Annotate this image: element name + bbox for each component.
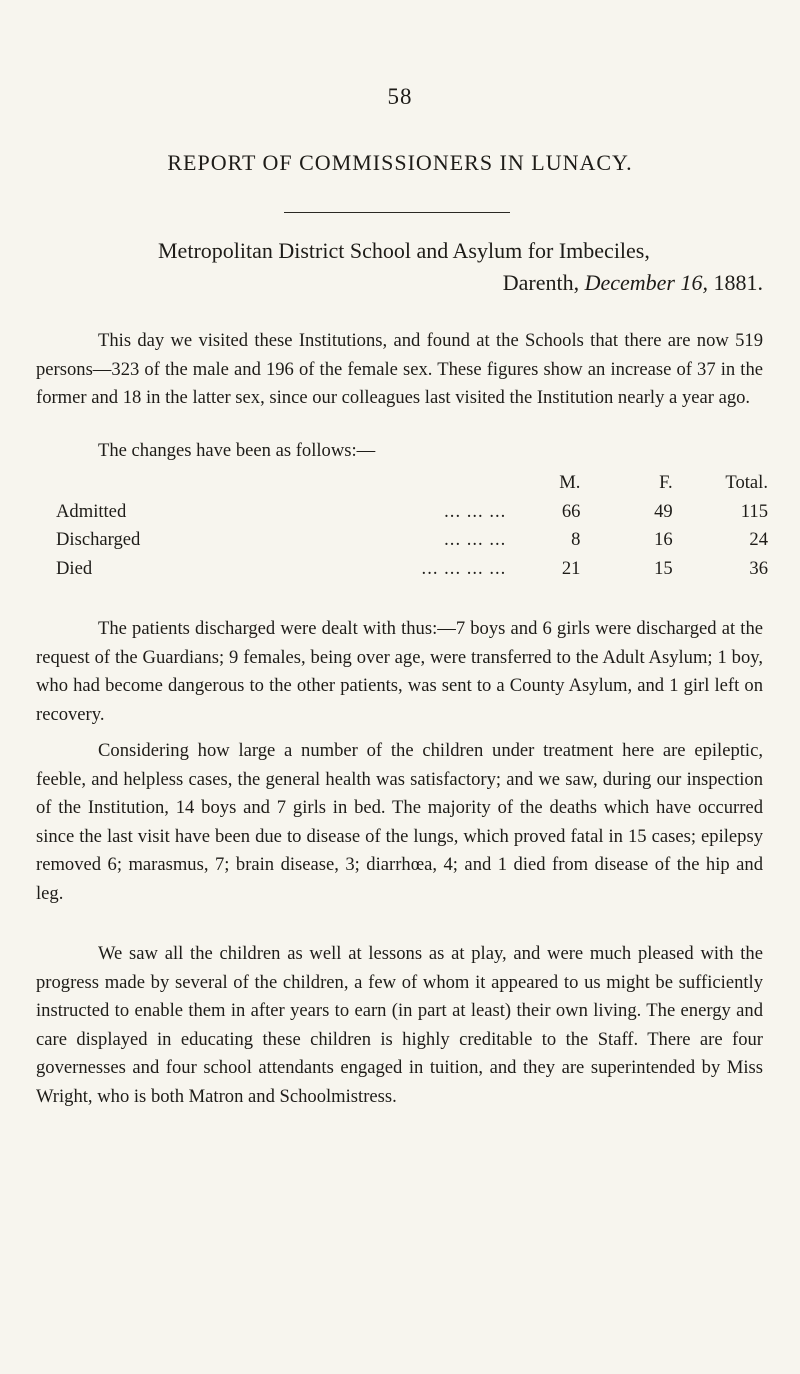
visit-year: 1881.: [713, 270, 763, 295]
paragraph-census: This day we visited these Institutions, and found at the Schools that there are now 519 persons—323 of the male and 196 of the female sex. These figures show an increase of 37 in the former and 18 in the latter sex, since our colleagues last visited the Institution nearly a year ago.: [36, 330, 763, 409]
leader-dots: ... ... ...: [444, 500, 507, 522]
header-male: M.: [559, 472, 581, 494]
header-female: F.: [659, 472, 673, 494]
institution-heading: Metropolitan District School and Asylum for Imbeciles,: [158, 238, 650, 263]
divider-rule: [284, 212, 510, 213]
visit-date: December 16,: [584, 270, 708, 295]
cell-total: 36: [749, 557, 768, 579]
cell-male: 8: [571, 529, 581, 551]
paragraph-health: Considering how large a number of the children under treatment here are epileptic, feeble, and helpless cases, the general health was satisfactory; and we saw, during our inspection of the Institution, 14 boys and 7 girls in bed. The majority of the deaths which have occurred since the last visit have been due to disease of the lungs, which proved fatal in 15 cases; epilepsy removed 6; marasmus, 7; brain disease, 3; diarrhœa, 4; and 1 died from disease of the hip and leg.: [36, 740, 763, 904]
row-label: Discharged: [56, 529, 141, 551]
changes-table: [56, 469, 768, 583]
row-label: Died: [56, 557, 93, 579]
cell-female: 15: [654, 557, 673, 579]
cell-male: 21: [561, 557, 581, 579]
paragraph-education: We saw all the children as well at lessons as at play, and were much pleased with the progress made by several of the children, a few of whom it appeared to us might be sufficiently instructed to enable them in after years to earn (in part at least) their own living. The energy and care displayed in educating these children is highly creditable to the Staff. There are four governesses and four school attendants engaged in tuition, and they are superintended by Miss Wright, who is both Matron and Schoolmistress.: [36, 943, 763, 1107]
cell-female: 49: [654, 500, 673, 522]
changes-intro: The changes have been as follows:—: [98, 440, 376, 461]
leader-dots: ... ... ...: [444, 529, 507, 551]
cell-total: 24: [749, 529, 768, 551]
leader-dots: ... ... ... ...: [421, 557, 507, 579]
table-header-row: [56, 469, 768, 498]
table-row: [56, 498, 768, 527]
running-head: REPORT OF COMMISSIONERS IN LUNACY.: [167, 150, 633, 175]
cell-female: 16: [654, 529, 673, 551]
header-total: Total.: [725, 472, 768, 494]
row-label: Admitted: [56, 500, 127, 522]
visit-dateline: [503, 270, 763, 296]
paragraph-discharges: The patients discharged were dealt with thus:—7 boys and 6 girls were discharged at the request of the Guardians; 9 females, being over age, were transferred to the Adult Asylum; 1 boy, who had become dangerous to the other patients, was sent to a County Asylum, and 1 girl left on recovery.: [36, 618, 763, 725]
cell-total: 115: [740, 500, 768, 522]
cell-male: 66: [561, 500, 581, 522]
place-name: Darenth,: [502, 270, 580, 295]
table-row: [56, 555, 768, 584]
table-row: [56, 526, 768, 555]
page-number: 58: [387, 84, 413, 109]
